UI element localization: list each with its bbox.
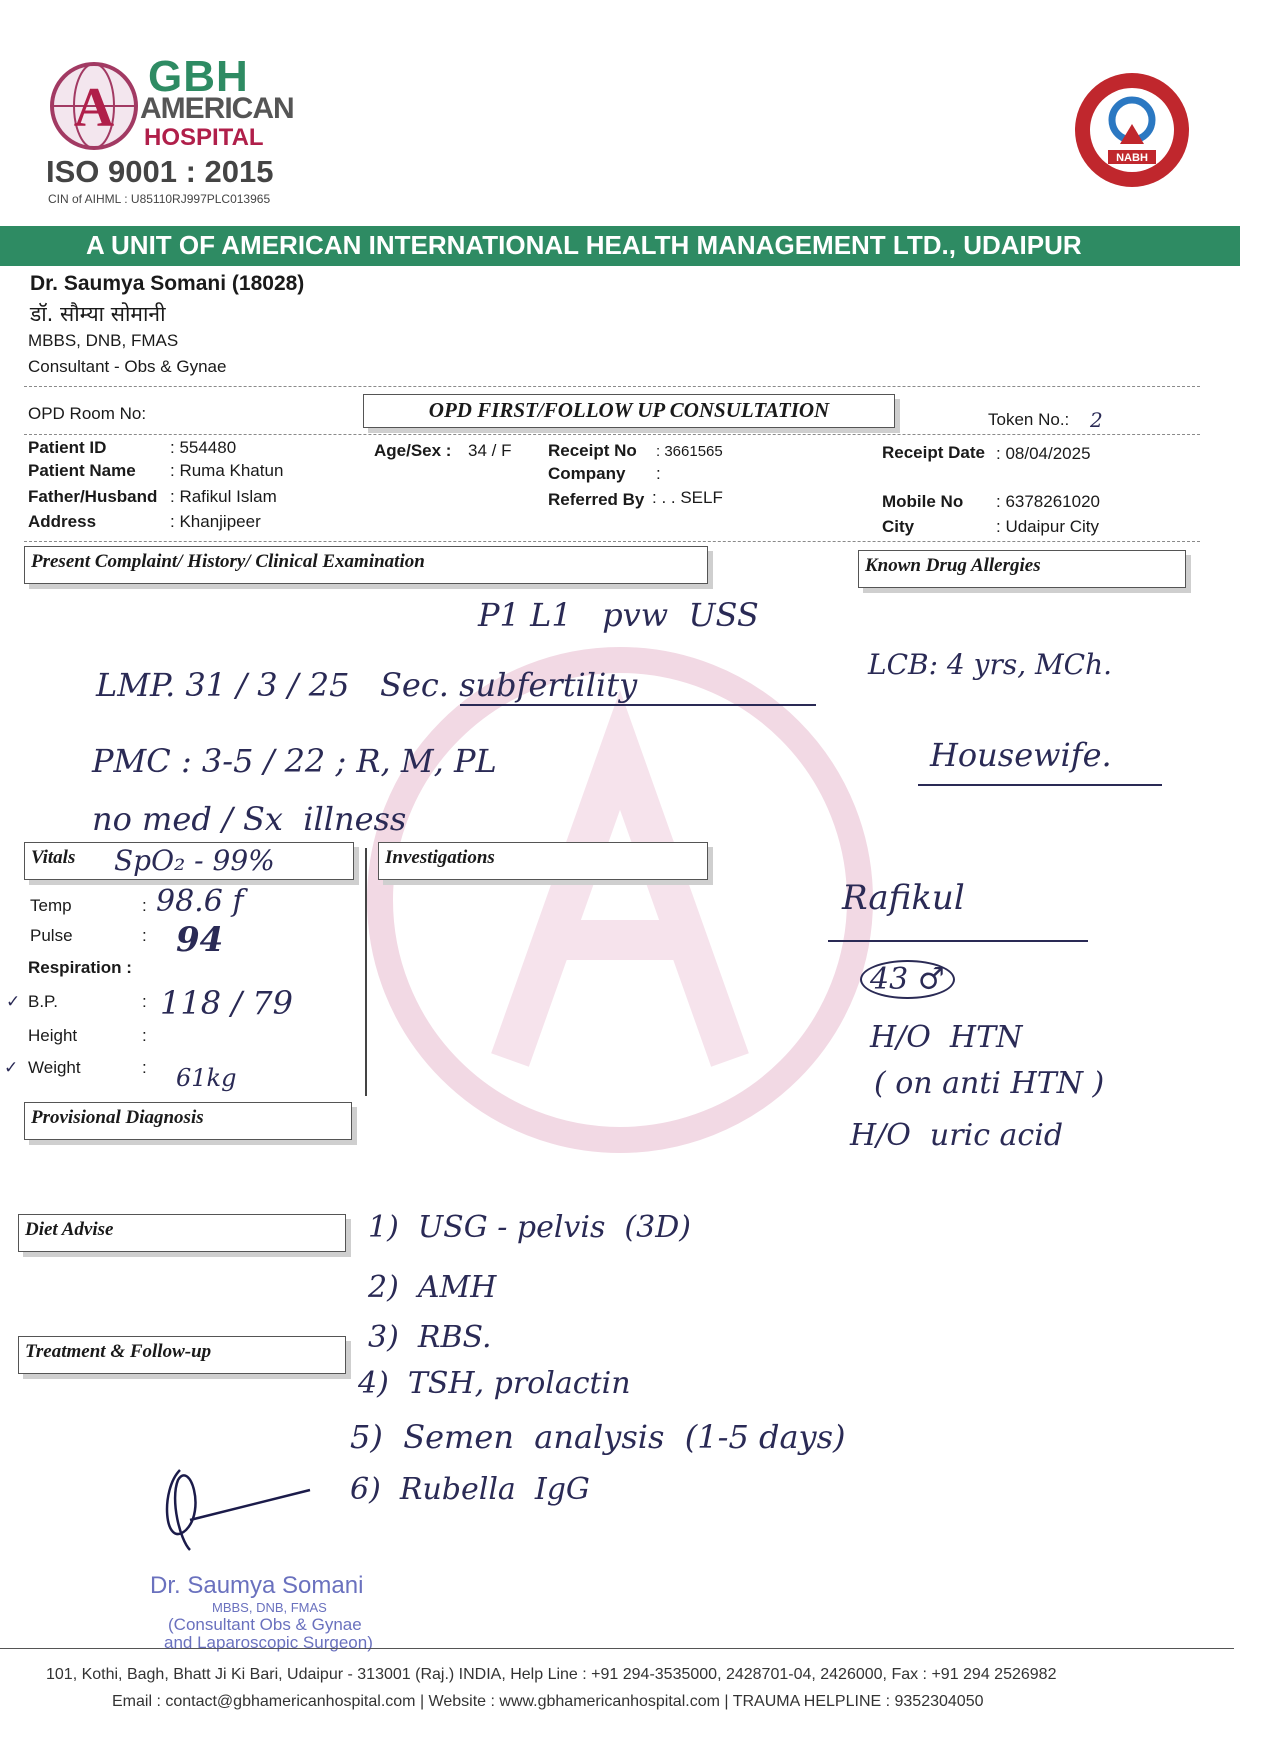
- watermark-logo: [360, 640, 880, 1160]
- vitals-divider: [365, 848, 367, 1096]
- temp-colon: :: [142, 896, 147, 915]
- weight-tick: ✓: [4, 1058, 19, 1077]
- bp-tick: ✓: [6, 992, 21, 1011]
- divider: [24, 434, 1200, 435]
- doctor-name: Dr. Saumya Somani (18028): [30, 272, 305, 295]
- patient-name-label: Patient Name: [28, 461, 136, 480]
- temp-label: Temp: [30, 896, 72, 915]
- pulse-value: 94: [176, 920, 224, 960]
- iso-certification: ISO 9001 : 2015: [46, 154, 274, 189]
- investigation-item: 3) RBS.: [368, 1320, 492, 1355]
- underline: [460, 704, 816, 706]
- investigation-item: 6) Rubella IgG: [350, 1472, 590, 1507]
- investigation-item: 2) AMH: [368, 1270, 497, 1305]
- treatment-followup-label: Treatment & Follow-up: [18, 1336, 346, 1374]
- respiration-label: Respiration :: [28, 958, 132, 977]
- city-label: City: [882, 517, 915, 536]
- logo-name-hospital: HOSPITAL: [144, 124, 264, 151]
- pulse-colon: :: [142, 926, 147, 945]
- company-label: Company: [548, 464, 626, 483]
- receipt-date-label: Receipt Date: [882, 443, 985, 462]
- unit-banner-text: A UNIT OF AMERICAN INTERNATIONAL HEALTH MANAGEMENT LTD., UDAIPUR: [86, 230, 1082, 260]
- father-husband-value: : Rafikul Islam: [170, 487, 277, 506]
- footer-address: 101, Kothi, Bagh, Bhatt Ji Ki Bari, Udaipur - 313001 (Raj.) INDIA, Help Line : +91 294-3535000, 2428701-04, 2426000, Fax : +91 294 2526982: [46, 1666, 1057, 1683]
- receipt-date-value: : 08/04/2025: [996, 444, 1091, 463]
- receipt-no-label: Receipt No: [548, 441, 637, 460]
- height-label: Height: [28, 1026, 78, 1045]
- father-husband-label: Father/Husband: [28, 487, 158, 506]
- temp-value: 98.6 f: [156, 884, 244, 919]
- husband-history-1: H/O HTN: [870, 1020, 1023, 1055]
- note-line-4: PMC : 3-5 / 22 ; R, M, PL: [92, 742, 497, 780]
- divider: [24, 386, 1200, 387]
- stamp-line-3: (Consultant Obs & Gynae: [168, 1615, 362, 1634]
- age-sex-label: Age/Sex :: [374, 441, 452, 460]
- referred-by-label: Referred By: [548, 490, 645, 509]
- weight-value: 61kg: [176, 1064, 237, 1092]
- opd-room-label: OPD Room No:: [28, 404, 147, 423]
- doctor-designation: Consultant - Obs & Gynae: [28, 357, 227, 376]
- city-value: : Udaipur City: [996, 517, 1099, 536]
- doctor-stamp: [150, 1572, 373, 1653]
- weight-colon: :: [142, 1058, 147, 1077]
- receipt-no-value: : 3661565: [656, 443, 723, 460]
- footer-contact: Email : contact@gbhamericanhospital.com | Website : www.gbhamericanhospital.com | TRAUMA HELPLINE : 9352304050: [112, 1693, 984, 1710]
- note-line-2: LMP. 31 / 3 / 25 Sec. subfertility: [96, 666, 638, 704]
- mobile-no-value: : 6378261020: [996, 492, 1100, 511]
- globe-logo-icon: [48, 60, 140, 152]
- husband-history-2: ( on anti HTN ): [874, 1066, 1105, 1101]
- form-title: OPD FIRST/FOLLOW UP CONSULTATION: [363, 394, 895, 428]
- note-line-6: no med / Sx illness: [92, 800, 407, 838]
- age-sex-value: 34 / F: [468, 441, 512, 460]
- patient-name-value: : Ruma Khatun: [170, 461, 284, 480]
- logo-name-american: AMERICAN: [140, 92, 294, 125]
- logo-name-gbh: GBH: [148, 52, 249, 101]
- address-value: : Khanjipeer: [170, 512, 261, 531]
- note-line-1: P1 L1 pvw USS: [478, 596, 759, 634]
- underline: [828, 940, 1088, 942]
- allergies-section-label: Known Drug Allergies: [858, 550, 1186, 588]
- investigation-item: 1) USG - pelvis (3D): [368, 1210, 691, 1245]
- company-value: :: [656, 464, 661, 483]
- vitals-section-label: Vitals: [24, 842, 354, 880]
- cin-number: CIN of AIHML : U85110RJ997PLC013965: [48, 192, 271, 206]
- doctor-degrees: MBBS, DNB, FMAS: [28, 331, 179, 350]
- weight-label: Weight: [28, 1058, 81, 1077]
- bp-colon: :: [142, 992, 147, 1011]
- note-line-5: Housewife.: [930, 736, 1112, 774]
- investigations-section-label: Investigations: [378, 842, 708, 880]
- investigation-item: 4) TSH, prolactin: [358, 1366, 631, 1401]
- provisional-diagnosis-label: Provisional Diagnosis: [24, 1102, 352, 1140]
- stamp-line-4: and Laparoscopic Surgeon): [164, 1633, 373, 1652]
- nabh-seal-icon: [1072, 70, 1192, 190]
- footer-rule: [0, 1648, 1234, 1649]
- nabh-text: NABH: [1116, 152, 1148, 164]
- investigation-item: 5) Semen analysis (1-5 days): [350, 1418, 846, 1456]
- diet-advise-label: Diet Advise: [18, 1214, 346, 1252]
- stamp-line-1: Dr. Saumya Somani: [150, 1572, 364, 1599]
- nabh-badge: [1072, 70, 1192, 190]
- patient-id-label: Patient ID: [28, 438, 107, 457]
- spo2-value: SpO₂ - 99%: [114, 844, 275, 877]
- patient-id-value: : 554480: [170, 438, 237, 457]
- husband-name-note: Rafikul: [842, 878, 965, 918]
- address-label: Address: [28, 512, 97, 531]
- token-label: Token No.:: [988, 410, 1070, 429]
- pulse-label: Pulse: [30, 926, 73, 945]
- stamp-line-2: MBBS, DNB, FMAS: [212, 1600, 327, 1615]
- divider: [24, 541, 1200, 542]
- doctor-signature: [150, 1450, 320, 1580]
- husband-age-note: 43 ♂: [860, 960, 955, 999]
- complaint-section-label: Present Complaint/ History/ Clinical Examination: [24, 546, 708, 584]
- doctor-name-hindi: डॉ. सौम्या सोमानी: [30, 302, 166, 326]
- underline: [918, 784, 1162, 786]
- hospital-logo: [46, 52, 318, 193]
- husband-history-3: H/O uric acid: [850, 1118, 1064, 1153]
- mobile-no-label: Mobile No: [882, 492, 964, 511]
- logo-letter: A: [73, 77, 115, 139]
- token-value: 2: [1090, 408, 1103, 432]
- referred-by-value: : . . SELF: [652, 488, 723, 507]
- bp-value: 118 / 79: [160, 984, 293, 1022]
- bp-label: B.P.: [28, 992, 58, 1011]
- height-colon: :: [142, 1026, 147, 1045]
- note-line-3: LCB: 4 yrs, MCh.: [868, 648, 1113, 681]
